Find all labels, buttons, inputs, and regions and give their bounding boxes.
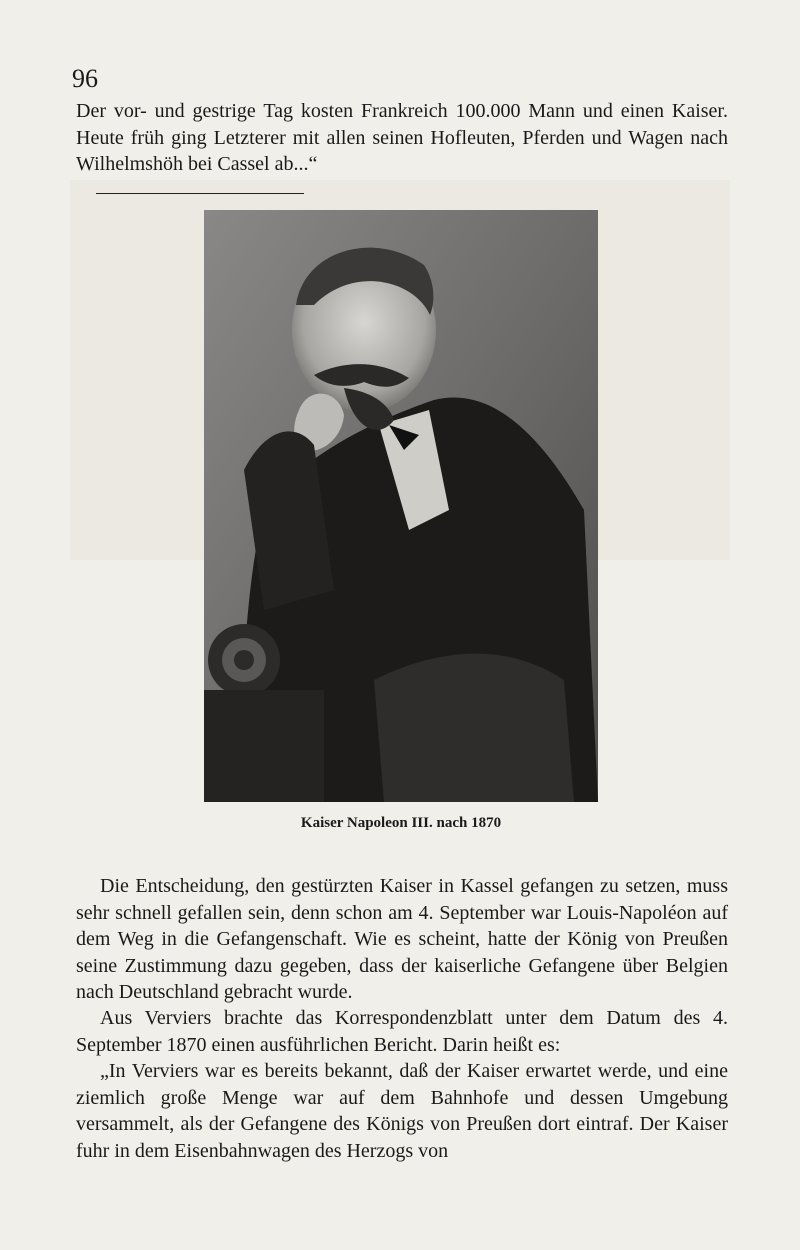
body-paragraph-2: Aus Verviers brachte das Korrespondenzblatt unter dem Datum des 4. September 1870 einen ausführlichen Bericht. Darin heißt es: bbox=[76, 1007, 728, 1056]
body-paragraph-3: „In Verviers war es bereits bekannt, daß der Kaiser erwartet werde, und eine ziemlich große Menge war auf dem Bahnhofe und dessen Umgebung versammelt, als der Gefangene des Königs von Preußen dort eintraf. Der Kaiser fuhr in dem Eisenbahnwagen des Herzogs von bbox=[76, 1060, 728, 1162]
portrait-illustration bbox=[204, 210, 598, 802]
footnote-rule bbox=[96, 193, 304, 194]
figure-caption: Kaiser Napoleon III. nach 1870 bbox=[300, 815, 502, 831]
portrait-photograph bbox=[204, 210, 598, 802]
quote-ending-paragraph: Der vor- und gestrige Tag kosten Frankreich 100.000 Mann und einen Kaiser. Heute früh ging Letzterer mit allen seinen Hofleuten, Pferden und Wagen nach Wilhelmshöh bei Cassel ab...“ bbox=[76, 100, 728, 175]
page-number: 96 bbox=[72, 64, 98, 93]
body-paragraph-1: Die Entscheidung, den gestürzten Kaiser in Kassel gefangen zu setzen, muss sehr schnell gefallen sein, denn schon am 4. September war Louis-Napoléon auf dem Weg in die Gefangenschaft. Wie es scheint, hatte der König von Preußen seine Zustimmung dazu gegeben, dass der kaiserliche Gefangene über Belgien nach Deutschland gebracht wurde. bbox=[76, 875, 728, 1003]
